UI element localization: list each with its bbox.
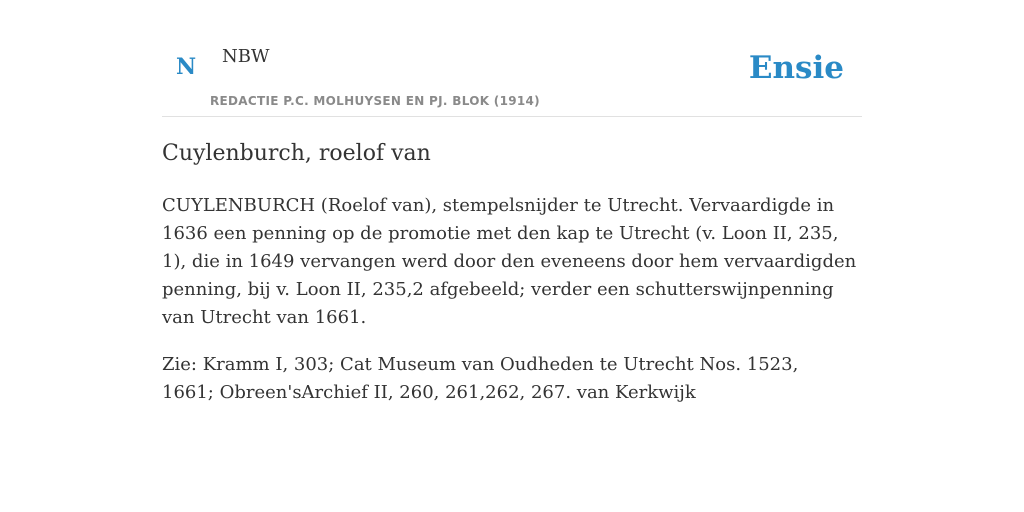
source-name[interactable]: NBW [222, 46, 270, 67]
article [162, 138, 862, 407]
source-subtitle: REDACTIE P.C. MOLHUYSEN EN PJ. BLOK (1914) [210, 94, 540, 108]
article-title: Cuylenburch, roelof van [162, 141, 431, 166]
source-logo[interactable]: N [176, 54, 197, 80]
article-paragraph: CUYLENBURCH (Roelof van), stempelsnijder te Utrecht. Vervaardigde in 1636 een penning op de promotie met den kap te Utrecht (v. Loon II, 235, 1), die in 1649 vervangen werd door den eveneens door hem vervaardigden penning, bij v. Loon II, 235,2 afgebeeld; verder een schutterswijnpenning van Utrecht van 1661. [162, 195, 857, 328]
brand-logo[interactable]: Ensie [748, 50, 844, 86]
source-header [162, 0, 862, 117]
article-references: Zie: Kramm I, 303; Cat Museum van Oudheden te Utrecht Nos. 1523, 1661; Obreen'sArchief II, 260, 261,262, 267. van Kerkwijk [162, 354, 799, 403]
